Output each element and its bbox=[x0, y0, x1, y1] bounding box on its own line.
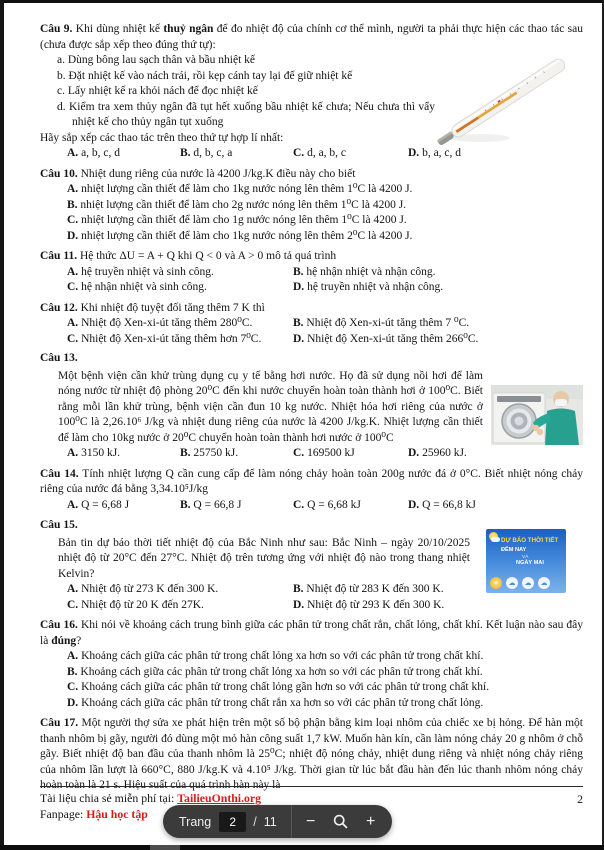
question-label: Câu 10. bbox=[40, 167, 78, 180]
option-letter: B. bbox=[293, 583, 304, 595]
option-text: Nhiệt độ Xen-xi-út tăng thêm 266⁰C. bbox=[304, 332, 479, 345]
option-letter: B. bbox=[67, 198, 78, 211]
thermometer-image bbox=[425, 56, 595, 151]
thermometer-graphic bbox=[425, 56, 595, 151]
option-letter: B. bbox=[67, 665, 78, 678]
option-b bbox=[40, 665, 583, 681]
option-letter: C. bbox=[67, 681, 79, 693]
option-letter: C. bbox=[293, 498, 305, 511]
option-letter: D. bbox=[67, 229, 79, 242]
page-label: Trang bbox=[179, 814, 212, 829]
option-letter: A. bbox=[67, 183, 79, 195]
option-text: Q = 6,68 kJ bbox=[304, 498, 361, 511]
option-c bbox=[293, 498, 408, 514]
option-c bbox=[293, 146, 408, 162]
option-letter: A. bbox=[67, 583, 79, 595]
option-text: Nhiệt độ từ 273 K đến 300 K. bbox=[78, 583, 219, 595]
option-text: Nhiệt độ Xen-xi-út tăng thêm 7 ⁰C. bbox=[303, 317, 470, 329]
option-text: 25960 kJ. bbox=[419, 447, 467, 459]
step-a: a. Dùng bông lau sạch thân và bầu nhiệt kế bbox=[57, 54, 255, 66]
option-a bbox=[67, 498, 180, 514]
option-a bbox=[67, 446, 180, 462]
question-stem bbox=[40, 716, 583, 794]
zoom-out-button[interactable]: − bbox=[296, 805, 326, 838]
option-text: a, b, c, d bbox=[78, 147, 121, 159]
option-a bbox=[40, 182, 583, 198]
magnifier-button[interactable] bbox=[326, 805, 356, 838]
footer-share-prefix: Tài liệu chia sẻ miễn phí tại: bbox=[40, 791, 178, 805]
pdf-toolbar bbox=[163, 805, 392, 838]
option-letter: B. bbox=[180, 447, 191, 459]
question-stem bbox=[40, 618, 583, 649]
option-text: d, b, c, a bbox=[190, 147, 233, 159]
question-stem bbox=[40, 467, 583, 498]
step-c: c. Lấy nhiệt kế ra khỏi nách để đọc nhiệt kế bbox=[57, 85, 258, 97]
option-letter: A. bbox=[67, 317, 79, 329]
options-row bbox=[40, 598, 490, 614]
stem-bold-text: thuỷ ngân bbox=[163, 23, 214, 35]
option-letter: D. bbox=[293, 332, 305, 345]
question-stem bbox=[40, 22, 583, 53]
option-b bbox=[40, 198, 583, 214]
toolbar-divider bbox=[291, 805, 292, 838]
weather-title: DỰ BÁO THỜI TIẾT bbox=[501, 537, 559, 544]
option-b bbox=[180, 146, 293, 162]
option-text: Q = 6,68 J bbox=[78, 498, 130, 511]
sterilizer-photo bbox=[491, 385, 583, 445]
window-edge-top bbox=[0, 0, 604, 3]
zoom-in-button[interactable]: + bbox=[356, 805, 386, 838]
option-b bbox=[293, 265, 583, 281]
option-text: Q = 66,8 J bbox=[190, 498, 242, 511]
body-text: Một bệnh viện cần khử trùng dụng cụ y tế bằng hơi nước. Họ đã sử dụng nồi hơi để làm nóng nước từ nhiệt độ phòng 20⁰C đến khi nước chuyển hoàn toàn thành hơi ở 100⁰C. Biết rằng mỗi lần khử trùng, bệnh viện cần đun 10 kg nước. Nhiệt hóa hơi riêng của nước ở 100⁰C là 2,26.10⁶ J/kg và nhiệt dung riêng của nước là 4200 J/kg.K. Nhiệt lượng cần thiết để làm cho 10kg nước ở 20⁰C chuyển hoàn toàn thành hơi nước ở 100⁰C bbox=[58, 369, 483, 444]
option-letter: A. bbox=[67, 447, 79, 459]
options-row bbox=[40, 498, 583, 514]
sun-icon: ☀ bbox=[490, 577, 502, 589]
stem-text: Khi nhiệt độ tuyệt đối tăng thêm 7 K thì bbox=[77, 301, 265, 314]
option-text: d, a, b, c bbox=[304, 147, 347, 159]
sterilizer-graphic bbox=[491, 385, 583, 445]
question-14 bbox=[40, 467, 583, 514]
option-letter: C. bbox=[67, 281, 79, 293]
options-row bbox=[40, 316, 583, 332]
option-text: Nhiệt độ từ 283 K đến 300 K. bbox=[303, 583, 444, 595]
option-letter: B. bbox=[180, 498, 191, 511]
question-stem bbox=[40, 249, 583, 265]
question-body bbox=[58, 369, 583, 447]
option-letter: D. bbox=[67, 696, 79, 709]
option-b bbox=[293, 316, 583, 332]
question-label: Câu 9. bbox=[40, 23, 73, 35]
stem-text: để đo nhiệt độ của chính cơ thể mình, người ta phải thực hiện các thao tác sau (chưa được sắp xếp theo đúng thứ tự): bbox=[40, 23, 583, 51]
question-11 bbox=[40, 249, 583, 296]
question-17 bbox=[40, 716, 583, 794]
stem-text: Khi nói về khoảng cách trung bình giữa các phân tử trong chất rắn, chất lỏng, chất khí. Kết luận nào sau đây là bbox=[40, 619, 583, 647]
option-letter: D. bbox=[293, 598, 305, 611]
options-row bbox=[40, 280, 583, 296]
option-c bbox=[40, 680, 583, 696]
option-letter: C. bbox=[293, 147, 305, 159]
option-letter: D. bbox=[408, 147, 420, 159]
option-text: 169500 kJ bbox=[304, 447, 355, 459]
option-letter: C. bbox=[293, 447, 305, 459]
option-text: Nhiệt độ Xen-xi-út tăng thêm hơn 7⁰C. bbox=[78, 332, 262, 345]
stem-text: Hệ thức ΔU = A + Q khi Q < 0 và A > 0 mô tả quá trình bbox=[77, 250, 337, 262]
question-label: Câu 12. bbox=[40, 301, 78, 314]
option-text: 25750 kJ. bbox=[190, 447, 239, 459]
question-stem bbox=[40, 167, 583, 183]
footer-fanpage-prefix: Fanpage: bbox=[40, 806, 87, 821]
option-a bbox=[67, 316, 293, 332]
question-label: Câu 16. bbox=[40, 619, 78, 631]
options-row bbox=[40, 582, 490, 598]
question-label: Câu 15. bbox=[40, 519, 78, 531]
option-d bbox=[293, 598, 490, 614]
question-label: Câu 11. bbox=[40, 250, 78, 262]
option-b bbox=[180, 446, 293, 462]
stem-text: ? bbox=[76, 634, 82, 647]
window-edge-left bbox=[0, 0, 4, 850]
weather-line: ĐÊM NAY bbox=[501, 547, 527, 553]
weather-icons-row bbox=[490, 577, 550, 589]
option-text: Nhiệt độ Xen-xi-út tăng thêm 280⁰C. bbox=[78, 317, 253, 329]
options-row bbox=[40, 265, 583, 281]
cloud-icon: ☁ bbox=[522, 577, 534, 589]
option-c bbox=[67, 598, 293, 614]
page-number: 2 bbox=[577, 792, 583, 806]
option-letter: B. bbox=[180, 147, 191, 159]
question-12 bbox=[40, 301, 583, 348]
option-text: Nhiệt độ từ 20 K đến 27K. bbox=[78, 598, 204, 611]
option-b bbox=[180, 498, 293, 514]
option-letter: A. bbox=[67, 147, 79, 159]
option-text: nhiệt lượng cần thiết để làm cho 1kg nước nóng lên thêm 1⁰C là 4200 J. bbox=[78, 183, 413, 195]
option-text: 3150 kJ. bbox=[78, 447, 121, 459]
option-text: nhiệt lượng cần thiết để làm cho 2g nước nóng lên thêm 1⁰C là 4200 J. bbox=[77, 198, 407, 211]
option-text: nhiệt lượng cần thiết để làm cho 1g nước nóng lên thêm 1⁰C là 4200 J. bbox=[78, 214, 407, 226]
question-prompt: Hãy sắp xếp các thao tác trên theo thứ tự hợp lí nhất: bbox=[40, 131, 284, 144]
option-text: hệ truyền nhiệt và nhận công. bbox=[304, 281, 444, 293]
option-letter: C. bbox=[67, 332, 79, 345]
option-d bbox=[408, 446, 483, 462]
option-letter: C. bbox=[67, 598, 79, 611]
weather-forecast-graphic bbox=[486, 529, 566, 593]
options-row bbox=[40, 332, 583, 348]
option-c bbox=[67, 280, 293, 296]
option-letter: C. bbox=[67, 214, 79, 226]
option-a bbox=[67, 265, 293, 281]
option-letter: B. bbox=[293, 317, 304, 329]
option-text: Khoảng cách giữa các phân tử trong chất rắn xa hơn so với các phân tử trong chất lỏng. bbox=[78, 696, 484, 709]
share-link[interactable]: TailieuOnthi.org bbox=[177, 791, 262, 805]
option-d bbox=[293, 332, 583, 348]
option-text: hệ truyền nhiệt và sinh công. bbox=[78, 265, 214, 278]
window-edge-bottom bbox=[0, 845, 604, 850]
option-letter: D. bbox=[408, 447, 420, 459]
option-c bbox=[293, 446, 408, 462]
option-text: Nhiệt độ từ 293 K đến 300 K. bbox=[304, 598, 445, 611]
scrollbar-thumb[interactable] bbox=[150, 845, 180, 850]
question-10 bbox=[40, 167, 583, 245]
fanpage-link[interactable]: Hậu học tập bbox=[86, 806, 148, 821]
option-letter: B. bbox=[293, 265, 304, 278]
option-b bbox=[293, 582, 490, 598]
option-text: Khoảng cách giữa các phân tử trong chất lỏng gần hơn so với các phân tử trong chất khí. bbox=[78, 681, 490, 693]
question-label: Câu 13. bbox=[40, 352, 78, 364]
step-d: d. Kiểm tra xem thủy ngân đã tụt hết xuống bầu nhiệt kế chưa; Nếu chưa thì vẩy nhiệt kế cho thủy ngân tụt xuống bbox=[57, 100, 435, 128]
option-letter: D. bbox=[293, 281, 305, 293]
option-c bbox=[40, 213, 583, 229]
option-text: Khoảng cách giữa các phân tử trong chất lỏng xa hơn so với các phân tử trong chất khí. bbox=[77, 665, 483, 678]
option-d bbox=[408, 498, 583, 514]
option-a bbox=[67, 146, 180, 162]
page-separator: / bbox=[253, 814, 257, 829]
option-a bbox=[67, 582, 293, 598]
option-text: Khoảng cách giữa các phân tử trong chất lỏng xa hơn so với các phân tử trong chất khí. bbox=[78, 650, 484, 662]
step-b: b. Đặt nhiệt kế vào nách trái, rồi kẹp cánh tay lại để giữ nhiệt kế bbox=[57, 69, 353, 82]
option-a bbox=[40, 649, 583, 665]
option-text: nhiệt lượng cần thiết để làm cho 1kg nước nóng lên thêm 2⁰C là 4200 J. bbox=[78, 229, 413, 242]
question-16 bbox=[40, 618, 583, 711]
question-body: Bản tin dự báo thời tiết nhiệt độ của Bắc Ninh như sau: Bắc Ninh – ngày 20/10/2025 nhiệt độ từ 20°C đến 27°C. Nhiệt độ trên tương ứng với nhiệt độ nào trong thang nhiệt Kelvin? bbox=[58, 536, 470, 580]
stem-text: Nhiệt dung riêng của nước là 4200 J/kg.K điều này cho biết bbox=[77, 167, 356, 180]
document-page-content bbox=[40, 22, 583, 794]
option-c bbox=[67, 332, 293, 348]
total-pages: 11 bbox=[263, 814, 277, 829]
stem-text: Khi dùng nhiệt kế bbox=[72, 23, 164, 35]
question-13 bbox=[40, 351, 583, 462]
option-letter: A. bbox=[67, 498, 79, 511]
question-label: Câu 14. bbox=[40, 467, 79, 480]
option-text: hệ nhận nhiệt và sinh công. bbox=[78, 281, 207, 293]
option-text: Q = 66,8 kJ bbox=[419, 498, 476, 511]
question-label: Câu 17. bbox=[40, 717, 79, 729]
option-letter: D. bbox=[408, 498, 420, 511]
option-d bbox=[40, 696, 583, 712]
option-d bbox=[293, 280, 583, 296]
stem-bold-text: đúng bbox=[51, 634, 77, 647]
cloud-icon: ☁ bbox=[506, 577, 518, 589]
magnifier-icon bbox=[333, 814, 348, 829]
cloud-icon: ☁ bbox=[538, 577, 550, 589]
sun-cloud-icon bbox=[489, 532, 498, 541]
options-row bbox=[40, 446, 483, 462]
option-letter: A. bbox=[67, 650, 79, 662]
page-number-input[interactable] bbox=[219, 812, 246, 832]
option-letter: A. bbox=[67, 265, 79, 278]
stem-text: Một người thợ sửa xe phát hiện trên một số bộ phận bằng kim loại nhôm của chiếc xe bị hỏng. Để hàn một thanh nhôm bị gãy, người đó dùng một mỏ hàn công suất 1,7 kW. Muốn hàn kín, cần làm nóng chảy 20 g nhôm ở chỗ gãy. Biết nhiệt độ ban đầu của thanh nhôm là 25⁰C; nhiệt độ nóng chảy, nhiệt dung riêng và nhiệt nóng chảy riêng của nhôm lần lượt là 660°C, 880 J/kg.K và 4.10⁵ J/kg. Thời gian từ lúc bắt đầu hàn đến lúc thanh nhôm nóng chảy hoàn toàn là 21 s. Hiệu suất của quá trình hàn này là bbox=[40, 717, 583, 791]
option-text: b, a, c, d bbox=[419, 147, 462, 159]
question-stem bbox=[40, 301, 583, 317]
option-text: hệ nhận nhiệt và nhận công. bbox=[303, 265, 436, 278]
option-d bbox=[40, 229, 583, 245]
weather-line: VÀ bbox=[522, 555, 529, 560]
question-label-line bbox=[40, 351, 583, 367]
question-15 bbox=[40, 518, 583, 613]
stem-text: Tính nhiệt lượng Q cần cung cấp để làm nóng chảy hoàn toàn 200g nước đá ở 0°C. Biết nhiệt nóng chảy riêng của nước đá bằng 3,34.10⁵J/kg bbox=[40, 467, 584, 495]
weather-line: NGÀY MAI bbox=[516, 560, 544, 566]
